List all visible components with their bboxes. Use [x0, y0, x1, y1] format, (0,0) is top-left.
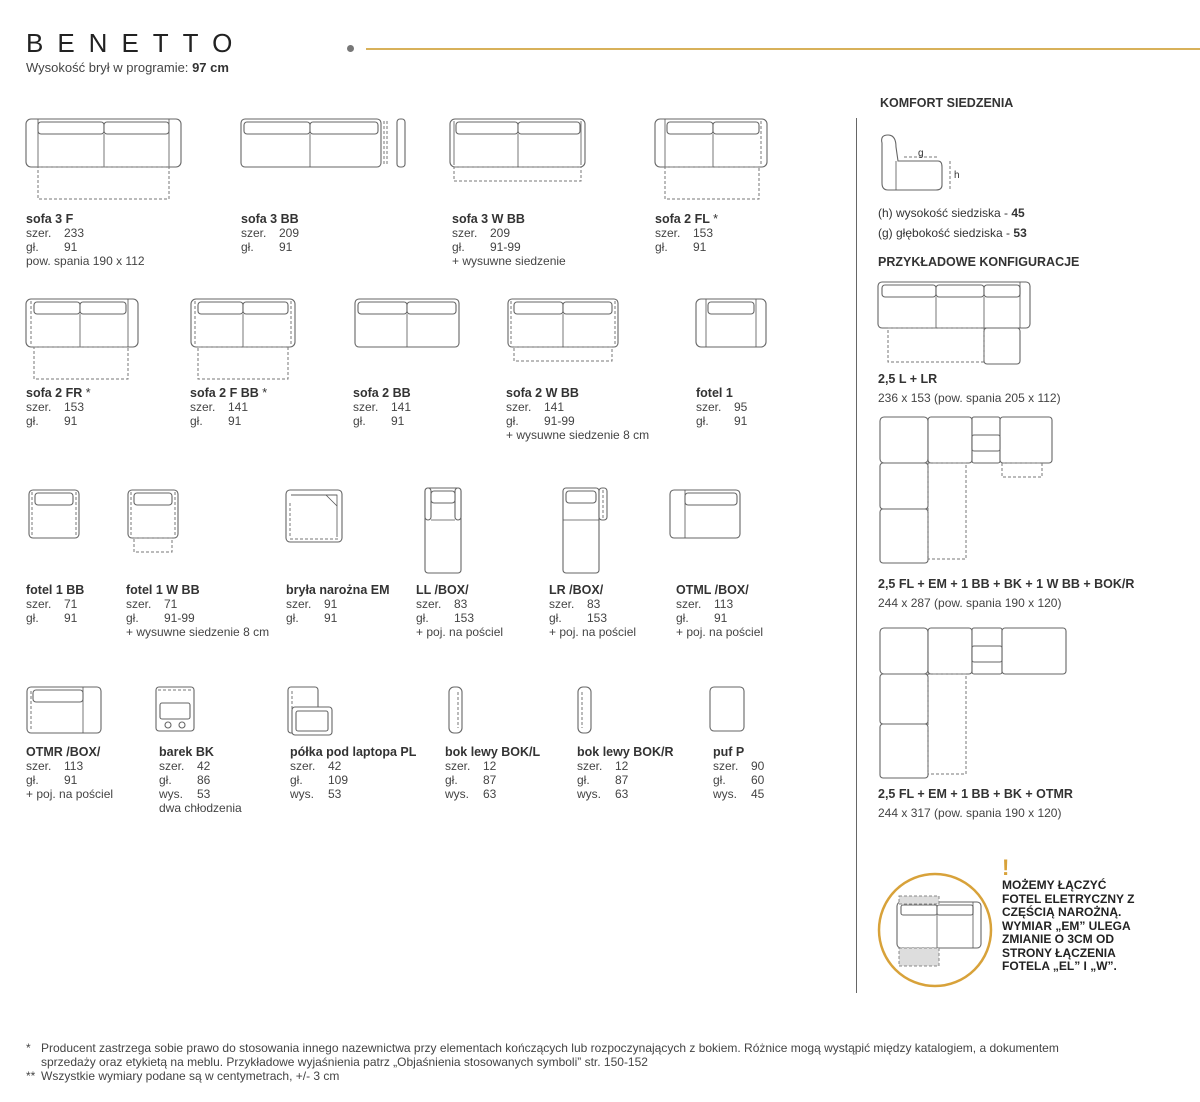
item-name: sofa 2 FL: [655, 212, 710, 226]
page-subtitle: [26, 60, 229, 75]
config-3-name: 2,5 FL + EM + 1 BB + BK + OTMR: [878, 787, 1073, 801]
item-sofa-2-w-bb: [506, 386, 649, 442]
dim-value: 91: [714, 611, 728, 625]
sofa-2-w-bb-drawing: [508, 299, 623, 367]
item-fotel-1-w-bb: [126, 583, 269, 639]
dim-value: 42: [328, 759, 342, 773]
item-polka-pl: [290, 745, 416, 801]
item-bryla-narozna-em: [286, 583, 390, 625]
bok-l-drawing: [449, 687, 467, 739]
subtitle-value: 97 cm: [192, 60, 229, 75]
bryla-narozna-em-drawing: [286, 490, 346, 546]
item-name: fotel 1 BB: [26, 583, 85, 597]
item-otml-box: [676, 583, 763, 639]
examples-title: PRZYKŁADOWE KONFIGURACJE: [878, 255, 1080, 269]
dim-value: 153: [587, 611, 608, 625]
barek-bk-drawing: [156, 687, 198, 737]
item-barek-bk: [159, 745, 242, 815]
dim-value: 109: [328, 773, 349, 787]
combination-illustration: [877, 872, 997, 992]
config-3-dims: 244 x 317 (pow. spania 190 x 120): [878, 806, 1062, 820]
dim-key: wys.: [445, 787, 469, 801]
dim-key: gł.: [190, 414, 203, 428]
item-name: sofa 3 W BB: [452, 212, 525, 226]
item-name: barek BK: [159, 745, 214, 759]
item-name: LL /BOX/: [416, 583, 469, 597]
item-fotel-1: [696, 386, 747, 428]
dim-value: 91: [64, 414, 78, 428]
dim-key: szer.: [26, 597, 52, 611]
footnote-1-line-1: Producent zastrzega sobie prawo do stosowania innego nazewnictwa przy elementach kończących lub rozpoczynających z bokiem. Różnice mogą wystąpić między katalogiem, a dokumentem: [41, 1041, 1059, 1055]
dim-value: 71: [64, 597, 78, 611]
dim-value: 91: [324, 611, 338, 625]
dim-key: szer.: [549, 597, 575, 611]
config-1-dims: 236 x 153 (pow. spania 205 x 112): [878, 391, 1061, 405]
dim-value: 12: [483, 759, 497, 773]
dim-value: 45: [751, 787, 765, 801]
item-name: sofa 3 F: [26, 212, 74, 226]
header-gold-line: [366, 48, 1200, 50]
item-sofa-2-fl: [655, 212, 718, 254]
dim-key: szer.: [676, 597, 702, 611]
page-title: BENETTO: [26, 28, 247, 58]
item-name: sofa 2 FR: [26, 386, 83, 400]
dim-key: gł.: [452, 240, 465, 254]
item-sofa-2-bb: [353, 386, 411, 428]
item-name: fotel 1 W BB: [126, 583, 200, 597]
warning-text: MOŻEMY ŁĄCZYĆ FOTEL ELETRYCZNY Z CZĘŚCIĄ NAROŻNĄ. WYMIAR „EM” ULEGA ZMIANIE O 3CM OD STRONY ŁĄCZENIA FOTELA „EL” I „W”.: [1002, 878, 1135, 973]
item-name: sofa 2 W BB: [506, 386, 579, 400]
header-dot: [347, 45, 354, 52]
item-name: fotel 1: [696, 386, 733, 400]
dim-key: gł.: [445, 773, 458, 787]
item-sofa-3-bb: [241, 212, 299, 254]
puf-p-drawing: [710, 687, 748, 737]
footnote-1-line-2: sprzedaży oraz etykietą na meblu. Przykładowe wyjaśnienia patrz „Objaśnienia stosowanych symboli” str. 150-152: [41, 1055, 648, 1069]
dim-key: szer.: [452, 226, 478, 240]
dim-key: gł.: [506, 414, 519, 428]
dim-key: wys.: [577, 787, 601, 801]
dim-key: szer.: [26, 400, 52, 414]
item-name: bok lewy BOK/R: [577, 745, 674, 759]
item-note: + wysuwne siedzenie 8 cm: [506, 428, 650, 442]
dim-key: szer.: [353, 400, 379, 414]
dim-key: szer.: [290, 759, 316, 773]
config-3-drawing: [880, 628, 1072, 784]
dim-key: gł.: [26, 773, 39, 787]
item-name: LR /BOX/: [549, 583, 604, 597]
dim-key: gł.: [353, 414, 366, 428]
dim-value: 42: [197, 759, 211, 773]
comfort-title: KOMFORT SIEDZENIA: [880, 96, 1014, 110]
dim-value: 113: [64, 759, 84, 773]
item-name: OTMR /BOX/: [26, 745, 101, 759]
column-divider: [856, 118, 857, 993]
sofa-2-bb-drawing: [355, 299, 465, 354]
warning-mark: !: [1002, 855, 1010, 880]
dim-key: szer.: [286, 597, 312, 611]
config-1-drawing: [878, 282, 1033, 368]
footnote-2: Wszystkie wymiary podane są w centymetrach, +/- 3 cm: [41, 1069, 340, 1083]
dim-value: 71: [164, 597, 178, 611]
dim-key: gł.: [26, 240, 39, 254]
dim-value: 141: [544, 400, 565, 414]
dim-value: 153: [693, 226, 714, 240]
dim-value: 91: [693, 240, 707, 254]
dim-value: 60: [751, 773, 765, 787]
sofa-2-fr-drawing: [26, 299, 141, 381]
dim-key: gł.: [286, 611, 299, 625]
dim-value: 91: [64, 611, 78, 625]
dim-key: szer.: [696, 400, 722, 414]
item-name: sofa 2 F BB: [190, 386, 259, 400]
sofa-3-w-bb-drawing: [450, 119, 590, 187]
sofa-2-f-bb-drawing: [191, 299, 301, 381]
dim-key: gł.: [26, 611, 39, 625]
dim-key: szer.: [445, 759, 471, 773]
diagram-g-label: g: [918, 148, 924, 159]
config-1-name: 2,5 L + LR: [878, 372, 938, 386]
config-2-drawing: [880, 417, 1060, 573]
dim-key: gł.: [241, 240, 254, 254]
dim-key: szer.: [416, 597, 442, 611]
item-name: bryła narożna EM: [286, 583, 390, 597]
item-name: OTML /BOX/: [676, 583, 749, 597]
dim-key: gł.: [696, 414, 709, 428]
item-name: półka pod laptopa PL: [290, 745, 417, 759]
dim-value: 91: [734, 414, 748, 428]
seat-depth-value: 53: [1013, 226, 1027, 240]
seat-height-label: (h) wysokość siedziska -: [878, 206, 1009, 220]
sofa-3-bb-drawing: [241, 119, 406, 174]
dim-value: 113: [714, 597, 734, 611]
item-bok-r: [577, 745, 674, 801]
item-note: + wysuwne siedzenie: [452, 254, 566, 268]
lr-box-drawing: [563, 488, 611, 576]
seat-height-line: [878, 206, 1025, 220]
dim-value: 209: [279, 226, 300, 240]
footnote-star: *: [262, 386, 268, 400]
item-name: puf P: [713, 745, 745, 759]
subtitle-label: Wysokość brył w programie:: [26, 60, 189, 75]
diagram-h-label: h: [954, 170, 960, 181]
fotel-1-drawing: [696, 299, 768, 354]
dim-value: 86: [197, 773, 211, 787]
item-note: + poj. na pościel: [416, 625, 504, 639]
footnote-star: *: [85, 386, 91, 400]
item-otmr-box: [26, 745, 113, 801]
fotel-1-bb-drawing: [29, 490, 81, 540]
item-name: bok lewy BOK/L: [445, 745, 541, 759]
dim-value: 53: [328, 787, 342, 801]
dim-key: gł.: [549, 611, 562, 625]
dim-key: szer.: [159, 759, 185, 773]
footnote-1-mark: *: [26, 1041, 31, 1055]
dim-value: 91: [64, 773, 78, 787]
otml-box-drawing: [670, 490, 742, 542]
dim-value: 83: [587, 597, 601, 611]
dim-key: gł.: [26, 414, 39, 428]
dim-value: 63: [615, 787, 629, 801]
item-sofa-2-f-bb: [190, 386, 267, 428]
dim-key: gł.: [655, 240, 668, 254]
polka-pl-drawing: [286, 687, 336, 739]
dim-key: szer.: [506, 400, 532, 414]
dim-key: wys.: [713, 787, 737, 801]
seat-depth-line: [878, 226, 1027, 240]
dim-value: 153: [64, 400, 85, 414]
dim-key: szer.: [577, 759, 603, 773]
dim-value: 91-99: [164, 611, 195, 625]
item-name: sofa 3 BB: [241, 212, 299, 226]
dim-value: 209: [490, 226, 511, 240]
dim-value: 153: [454, 611, 475, 625]
item-name: sofa 2 BB: [353, 386, 411, 400]
dim-value: 87: [483, 773, 497, 787]
item-note: + poj. na pościel: [549, 625, 637, 639]
dim-key: gł.: [713, 773, 726, 787]
fotel-1-w-bb-drawing: [128, 490, 184, 556]
dim-value: 87: [615, 773, 629, 787]
dim-value: 91-99: [544, 414, 575, 428]
dim-value: 95: [734, 400, 748, 414]
dim-value: 83: [454, 597, 468, 611]
dim-value: 91: [279, 240, 293, 254]
item-sofa-3-f: [26, 212, 145, 268]
dim-key: gł.: [416, 611, 429, 625]
item-note: pow. spania 190 x 112: [26, 254, 145, 268]
dim-key: gł.: [126, 611, 139, 625]
dim-key: szer.: [26, 226, 52, 240]
bok-r-drawing: [578, 687, 596, 739]
config-2-dims: 244 x 287 (pow. spania 190 x 120): [878, 596, 1062, 610]
dim-key: gł.: [577, 773, 590, 787]
dim-key: szer.: [126, 597, 152, 611]
dim-value: 141: [391, 400, 412, 414]
item-bok-l: [445, 745, 540, 801]
item-puf-p: [713, 745, 764, 801]
dim-key: szer.: [190, 400, 216, 414]
dim-value: 91-99: [490, 240, 521, 254]
dim-key: gł.: [676, 611, 689, 625]
item-sofa-3-w-bb: [452, 212, 566, 268]
dim-value: 141: [228, 400, 249, 414]
dim-key: szer.: [26, 759, 52, 773]
seat-depth-label: (g) głębokość siedziska -: [878, 226, 1011, 240]
dim-key: gł.: [159, 773, 172, 787]
dim-key: gł.: [290, 773, 303, 787]
seat-comfort-diagram: [876, 133, 961, 195]
item-sofa-2-fr: [26, 386, 91, 428]
footnote-star: *: [713, 212, 719, 226]
config-2-name: 2,5 FL + EM + 1 BB + BK + 1 W BB + BOK/R: [878, 577, 1135, 591]
dim-key: wys.: [159, 787, 183, 801]
otmr-box-drawing: [27, 687, 105, 737]
dim-value: 91: [324, 597, 338, 611]
dim-key: szer.: [655, 226, 681, 240]
dim-key: szer.: [713, 759, 739, 773]
dim-value: 90: [751, 759, 765, 773]
seat-height-value: 45: [1011, 206, 1025, 220]
dim-value: 91: [228, 414, 242, 428]
dim-key: wys.: [290, 787, 314, 801]
dim-value: 63: [483, 787, 497, 801]
dim-value: 233: [64, 226, 85, 240]
sofa-2-fl-drawing: [655, 119, 770, 201]
item-fotel-1-bb: [26, 583, 84, 625]
item-lr-box: [549, 583, 636, 639]
sofa-3-f-drawing: [26, 119, 186, 201]
ll-box-drawing: [425, 488, 465, 576]
dim-value: 12: [615, 759, 629, 773]
dim-value: 91: [64, 240, 78, 254]
item-note: + wysuwne siedzenie 8 cm: [126, 625, 270, 639]
item-note: + poj. na pościel: [26, 787, 114, 801]
dim-value: 53: [197, 787, 211, 801]
item-ll-box: [416, 583, 503, 639]
dim-value: 91: [391, 414, 405, 428]
item-note: dwa chłodzenia: [159, 801, 242, 815]
footnote-2-mark: **: [26, 1069, 36, 1083]
item-note: + poj. na pościel: [676, 625, 764, 639]
dim-key: szer.: [241, 226, 267, 240]
